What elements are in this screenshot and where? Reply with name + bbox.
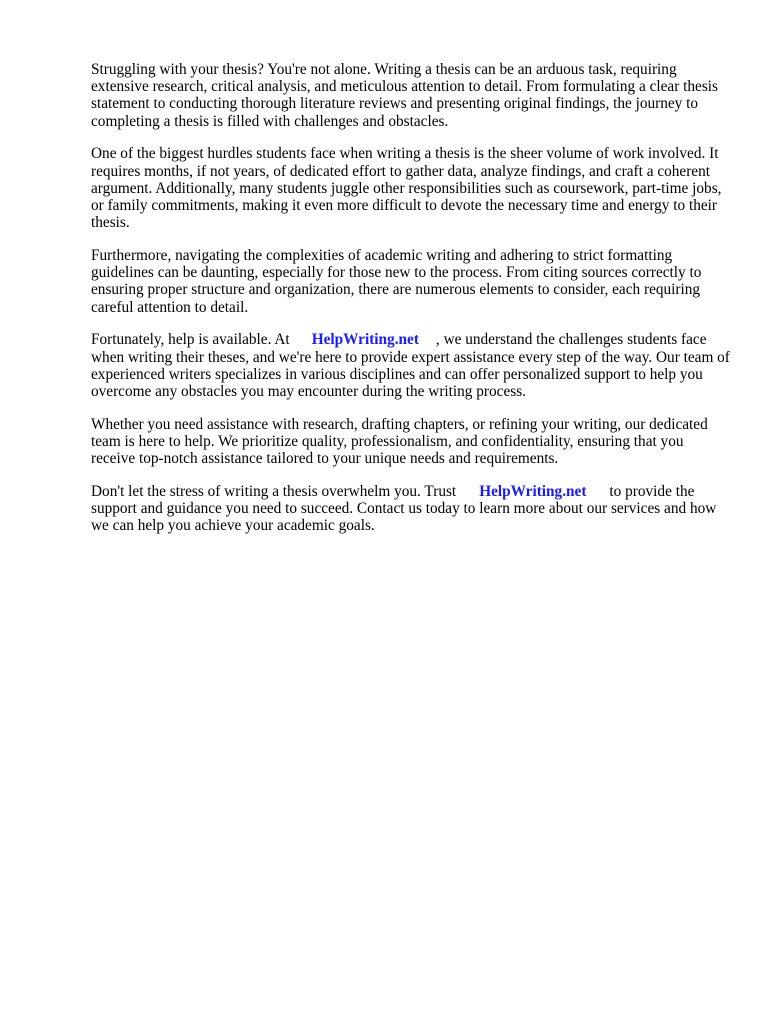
document-page: [91, 61, 731, 550]
paragraph-help-available: [91, 331, 731, 400]
paragraph-closing: [91, 483, 731, 535]
paragraph-assistance: Whether you need assistance with research, drafting chapters, or refining your writing, our dedicated team is here to help. We prioritize quality, professionalism, and confidentiality, ensuring that you receive top-notch assistance tailored to your unique needs and requirements.: [91, 415, 708, 468]
paragraph-intro: Struggling with your thesis? You're not alone. Writing a thesis can be an arduous task, requiring extensive research, critical analysis, and meticulous attention to detail. From formulating a clear thesis statement to conducting thorough literature reviews and presenting original findings, the journey to completing a thesis is filled with challenges and obstacles.: [91, 61, 718, 130]
helpwriting-link-closing[interactable]: HelpWriting.net: [479, 483, 587, 501]
paragraph-closing-text-start: Don't let the stress of writing a thesis overwhelm you. Trust: [91, 483, 457, 501]
helpwriting-link[interactable]: HelpWriting.net: [311, 331, 419, 349]
paragraph-help-text-end: , we understand the challenges students face when writing their theses, and we're here to provide expert assistance every step of the way. Our team of experienced writers specializes in various disciplines and can offer personalized support to help you overcome any obstacles you may encounter during the writing process.: [91, 331, 730, 401]
paragraph-complexities: Furthermore, navigating the complexities of academic writing and adhering to strict formatting guidelines can be daunting, especially for those new to the process. From citing sources correctly to ensuring proper structure and organization, there are numerous elements to consider, each requiring careful attention to detail.: [91, 247, 702, 316]
paragraph-hurdles: One of the biggest hurdles students face when writing a thesis is the sheer volume of work involved. It requires months, if not years, of dedicated effort to gather data, analyze findings, and craft a coherent argument. Additionally, many students juggle other responsibilities such as coursework, part-time jobs, or family commitments, making it even more difficult to devote the necessary time and energy to their thesis.: [91, 145, 722, 232]
paragraph-help-text-start: Fortunately, help is available. At: [91, 331, 290, 349]
paragraph-closing-text-end: to provide the support and guidance you need to succeed. Contact us today to learn more about our services and how we can help you achieve your academic goals.: [91, 483, 717, 535]
